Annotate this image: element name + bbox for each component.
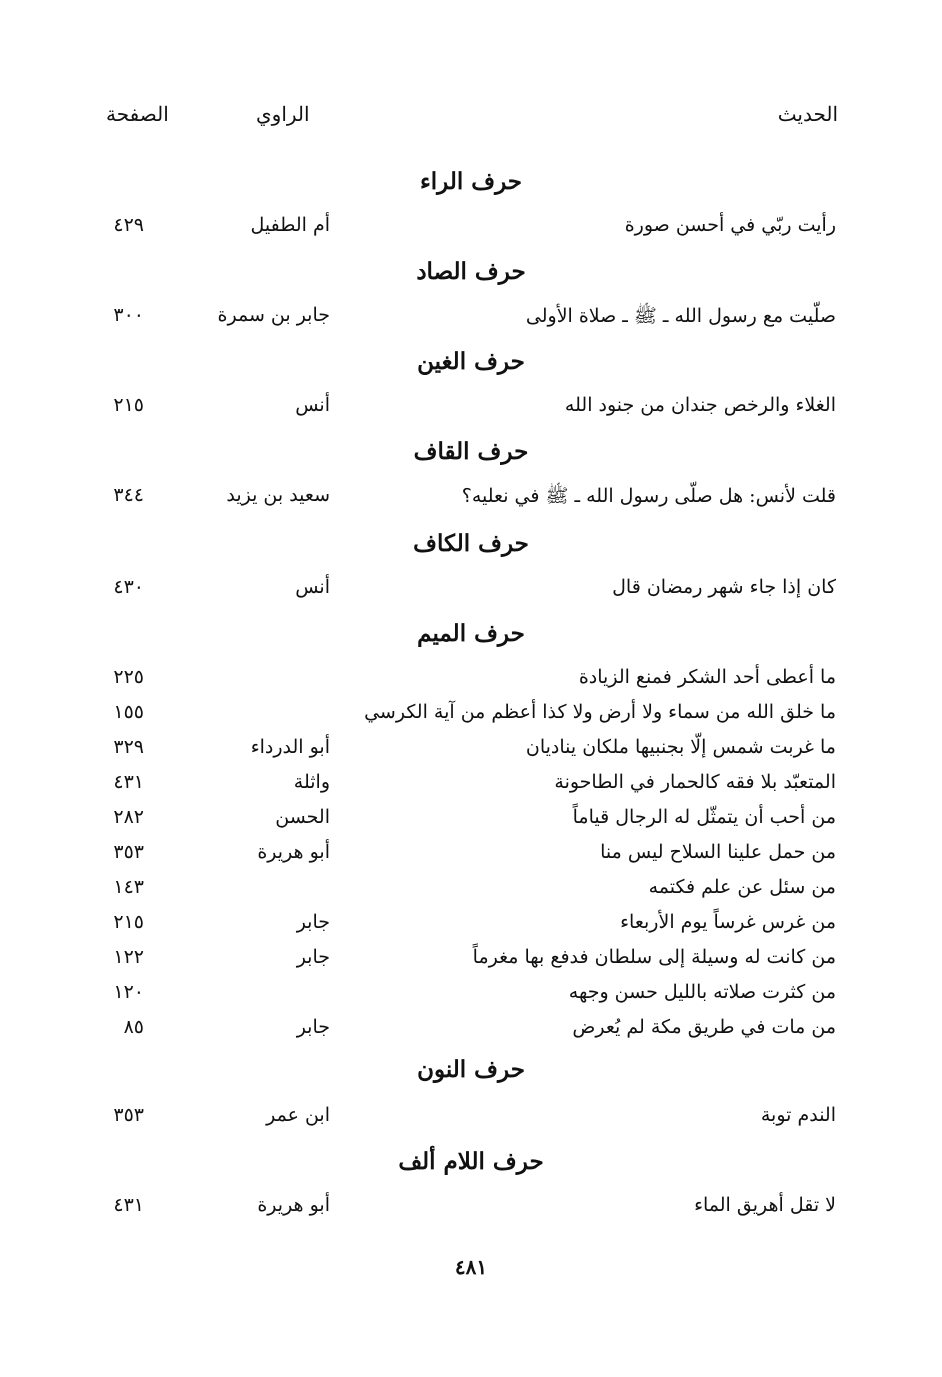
page-number: ٣٤٤ xyxy=(113,484,144,506)
page-number: ٣٢٩ xyxy=(113,736,144,758)
index-row xyxy=(0,736,942,764)
narrator-name: جابر xyxy=(296,946,330,968)
page-number: ١٢٠ xyxy=(113,981,144,1003)
narrator-name: سعيد بن يزيد xyxy=(226,484,330,506)
narrator-name: جابر xyxy=(296,911,330,933)
hadith-text: لا تقل أهريق الماء xyxy=(694,1194,836,1216)
hadith-text: الغلاء والرخص جندان من جنود الله xyxy=(564,394,836,416)
page-number: ١٥٥ xyxy=(113,701,144,723)
index-row xyxy=(0,701,942,729)
narrator-name: جابر بن سمرة xyxy=(217,304,330,326)
index-row xyxy=(0,771,942,799)
narrator-name: أبو هريرة xyxy=(257,841,330,863)
hadith-text: من كانت له وسيلة إلى سلطان فدفع بها مغرماً xyxy=(472,946,836,968)
hadith-text: الندم توبة xyxy=(760,1104,836,1126)
narrator-name: أنس xyxy=(295,576,330,598)
page-number: ٤٣١ xyxy=(113,1194,144,1216)
hadith-text: ما خلق الله من سماء ولا أرض ولا كذا أعظم من آية الكرسي xyxy=(364,701,836,723)
hadith-text: قلت لأنس: هل صلّى رسول الله ـ ﷺ في نعليه؟ xyxy=(461,485,836,507)
page-footer-number: ٤٨١ xyxy=(454,1255,488,1279)
page-number: ٤٣٠ xyxy=(113,576,144,598)
section-heading: حرف الراء xyxy=(419,168,523,195)
page-number: ٨٥ xyxy=(123,1016,144,1038)
hadith-text: من كثرت صلاته بالليل حسن وجهه xyxy=(568,981,836,1003)
hadith-text: ما غربت شمس إلّا بجنبيها ملكان يناديان xyxy=(525,736,836,758)
index-row xyxy=(0,1016,942,1044)
column-header-page: الصفحة xyxy=(106,102,169,126)
page-number: ٢١٥ xyxy=(113,394,144,416)
column-header-hadith: الحديث xyxy=(777,102,838,126)
page-number: ٢٢٥ xyxy=(113,666,144,688)
section-heading: حرف الصاد xyxy=(416,258,526,285)
index-row xyxy=(0,304,942,332)
narrator-name: أبو هريرة xyxy=(257,1194,330,1216)
index-row xyxy=(0,576,942,604)
narrator-name: أم الطفيل xyxy=(250,214,330,236)
page-number: ٤٢٩ xyxy=(113,214,144,236)
narrator-name: أنس xyxy=(295,394,330,416)
page-number: ٢١٥ xyxy=(113,911,144,933)
hadith-text: المتعبّد بلا فقه كالحمار في الطاحونة xyxy=(554,771,836,793)
narrator-name: أبو الدرداء xyxy=(250,736,330,758)
hadith-text: صلّيت مع رسول الله ـ ﷺ ـ صلاة الأولى xyxy=(525,305,836,327)
index-row xyxy=(0,1194,942,1222)
index-row xyxy=(0,911,942,939)
page-number: ١٤٣ xyxy=(113,876,144,898)
index-row xyxy=(0,214,942,242)
section-heading: حرف النون xyxy=(417,1056,525,1083)
hadith-text: من حمل علينا السلاح ليس منا xyxy=(600,841,836,863)
index-row xyxy=(0,1104,942,1132)
index-row xyxy=(0,666,942,694)
index-row xyxy=(0,806,942,834)
page-number: ٣٠٠ xyxy=(113,304,144,326)
hadith-text: ما أعطى أحد الشكر فمنع الزيادة xyxy=(578,666,836,688)
index-row xyxy=(0,841,942,869)
page-number: ٢٨٢ xyxy=(113,806,144,828)
hadith-text: من غرس غرساً يوم الأربعاء xyxy=(620,911,836,933)
index-row xyxy=(0,946,942,974)
column-header-narrator: الراوي xyxy=(256,102,310,126)
section-heading: حرف الميم xyxy=(417,620,525,647)
section-heading: حرف الغين xyxy=(417,348,525,375)
section-heading: حرف الكاف xyxy=(413,530,529,557)
section-heading: حرف القاف xyxy=(413,438,529,465)
narrator-name: واثلة xyxy=(293,771,330,793)
hadith-text: من سئل عن علم فكتمه xyxy=(648,876,836,898)
hadith-text: من أحب أن يتمثّل له الرجال قياماً xyxy=(572,806,836,828)
page-number: ٤٣١ xyxy=(113,771,144,793)
hadith-text: رأيت ربّي في أحسن صورة xyxy=(624,214,836,236)
section-heading: حرف اللام ألف xyxy=(398,1148,544,1175)
index-row xyxy=(0,981,942,1009)
index-row xyxy=(0,394,942,422)
index-row xyxy=(0,876,942,904)
page-number: ٣٥٣ xyxy=(113,841,144,863)
hadith-text: كان إذا جاء شهر رمضان قال xyxy=(612,576,836,598)
narrator-name: الحسن xyxy=(275,806,330,828)
narrator-name: ابن عمر xyxy=(266,1104,330,1126)
hadith-text: من مات في طريق مكة لم يُعرض xyxy=(572,1016,836,1038)
page-number: ٣٥٣ xyxy=(113,1104,144,1126)
page-number: ١٢٢ xyxy=(113,946,144,968)
narrator-name: جابر xyxy=(296,1016,330,1038)
index-row xyxy=(0,484,942,512)
